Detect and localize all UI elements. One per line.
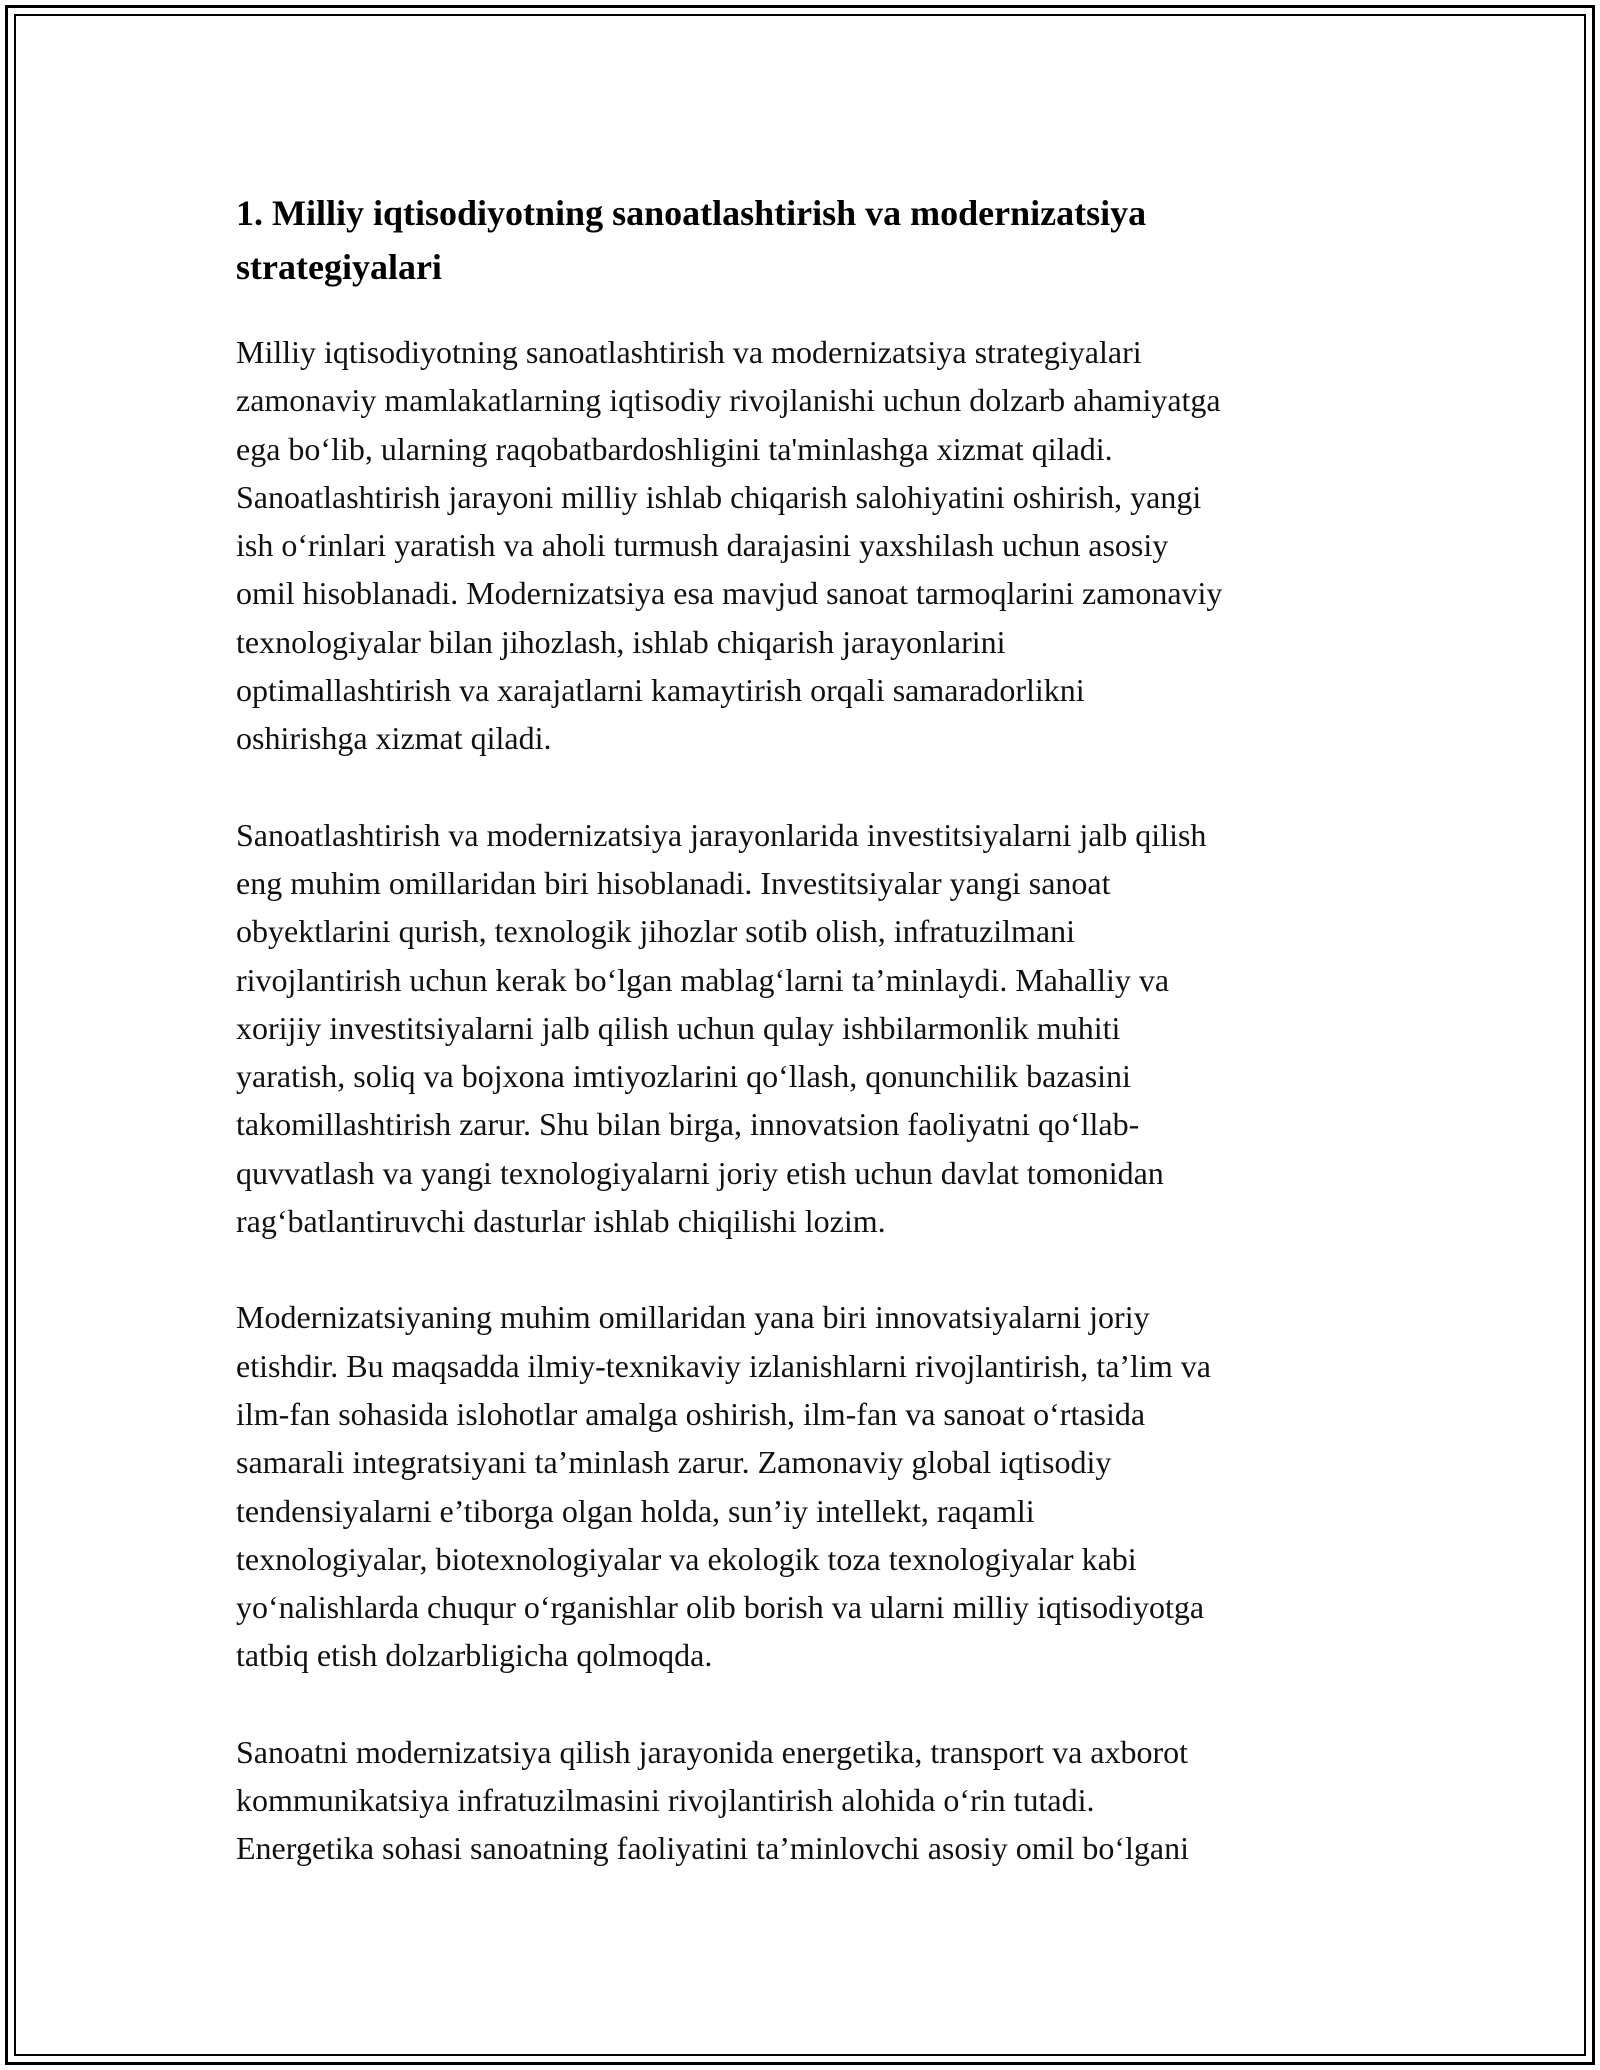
paragraph-3: Modernizatsiyaning muhim omillaridan yana biri innovatsiyalarni joriy etishdir. Bu maqsadda ilmiy-texnikaviy izlanishlarni rivojlantirish, ta’lim va ilm-fan sohasida islohotlar amalga oshirish, ilm-fan va sanoat o‘rtasida samarali integratsiyani ta’minlash zarur. Zamonaviy global iqtisodiy tendensiyalarni e’tiborga olgan holda, sun’iy intellekt, raqamli texnologiyalar, biotexnologiyalar va ekologik toza texnologiyalar kabi yo‘nalishlarda chuqur o‘rganishlar olib borish va ularni milliy iqtisodiyotga tatbiq etish dolzarbligicha qolmoqda. — [236, 1299, 1211, 1674]
paragraph-1: Milliy iqtisodiyotning sanoatlashtirish va modernizatsiya strategiyalari zamonaviy mamlakatlarning iqtisodiy rivojlanishi uchun dolzarb ahamiyatga ega bo‘lib, ularning raqobatbardoshligini ta'minlashga xizmat qiladi. Sanoatlashtirish jarayoni milliy ishlab chiqarish salohiyatini oshirish, yangi ish o‘rinlari yaratish va aholi turmush darajasini yaxshilash uchun asosiy omil hisoblanadi. Modernizatsiya esa mavjud sanoat tarmoqlarini zamonaviy texnologiyalar bilan jihozlash, ishlab chiqarish jarayonlarini optimallashtirish va xarajatlarni kamaytirish orqali samaradorlikni oshirishga xizmat qiladi. — [236, 334, 1223, 757]
document-title: 1. Milliy iqtisodiyotning sanoatlashtirish va modernizatsiya strategiyalari — [236, 193, 1147, 287]
document-body — [236, 186, 1386, 1921]
paragraph-2: Sanoatlashtirish va modernizatsiya jarayonlarida investitsiyalarni jalb qilish eng muhim omillaridan biri hisoblanadi. Investitsiyalar yangi sanoat obyektlarini qurish, texnologik jihozlar sotib olish, infratuzilmani rivojlantirish uchun kerak bo‘lgan mablag‘larni ta’minlaydi. Mahalliy va xorijiy investitsiyalarni jalb qilish uchun qulay ishbilarmonlik muhiti yaratish, soliq va bojxona imtiyozlarini qo‘llash, qonunchilik bazasini takomillashtirish zarur. Shu bilan birga, innovatsion faoliyatni qo‘llab- quvvatlash va yangi texnologiyalarni joriy etish uchun davlat tomonidan rag‘batlantiruvchi dasturlar ishlab chiqilishi lozim. — [236, 816, 1207, 1240]
paragraph-4: Sanoatni modernizatsiya qilish jarayonida energetika, transport va axborot kommunikatsiya infratuzilmasini rivojlantirish alohida o‘rin tutadi. Energetika sohasi sanoatning faoliyatini ta’minlovchi asosiy omil bo‘lgani — [236, 1733, 1189, 1867]
